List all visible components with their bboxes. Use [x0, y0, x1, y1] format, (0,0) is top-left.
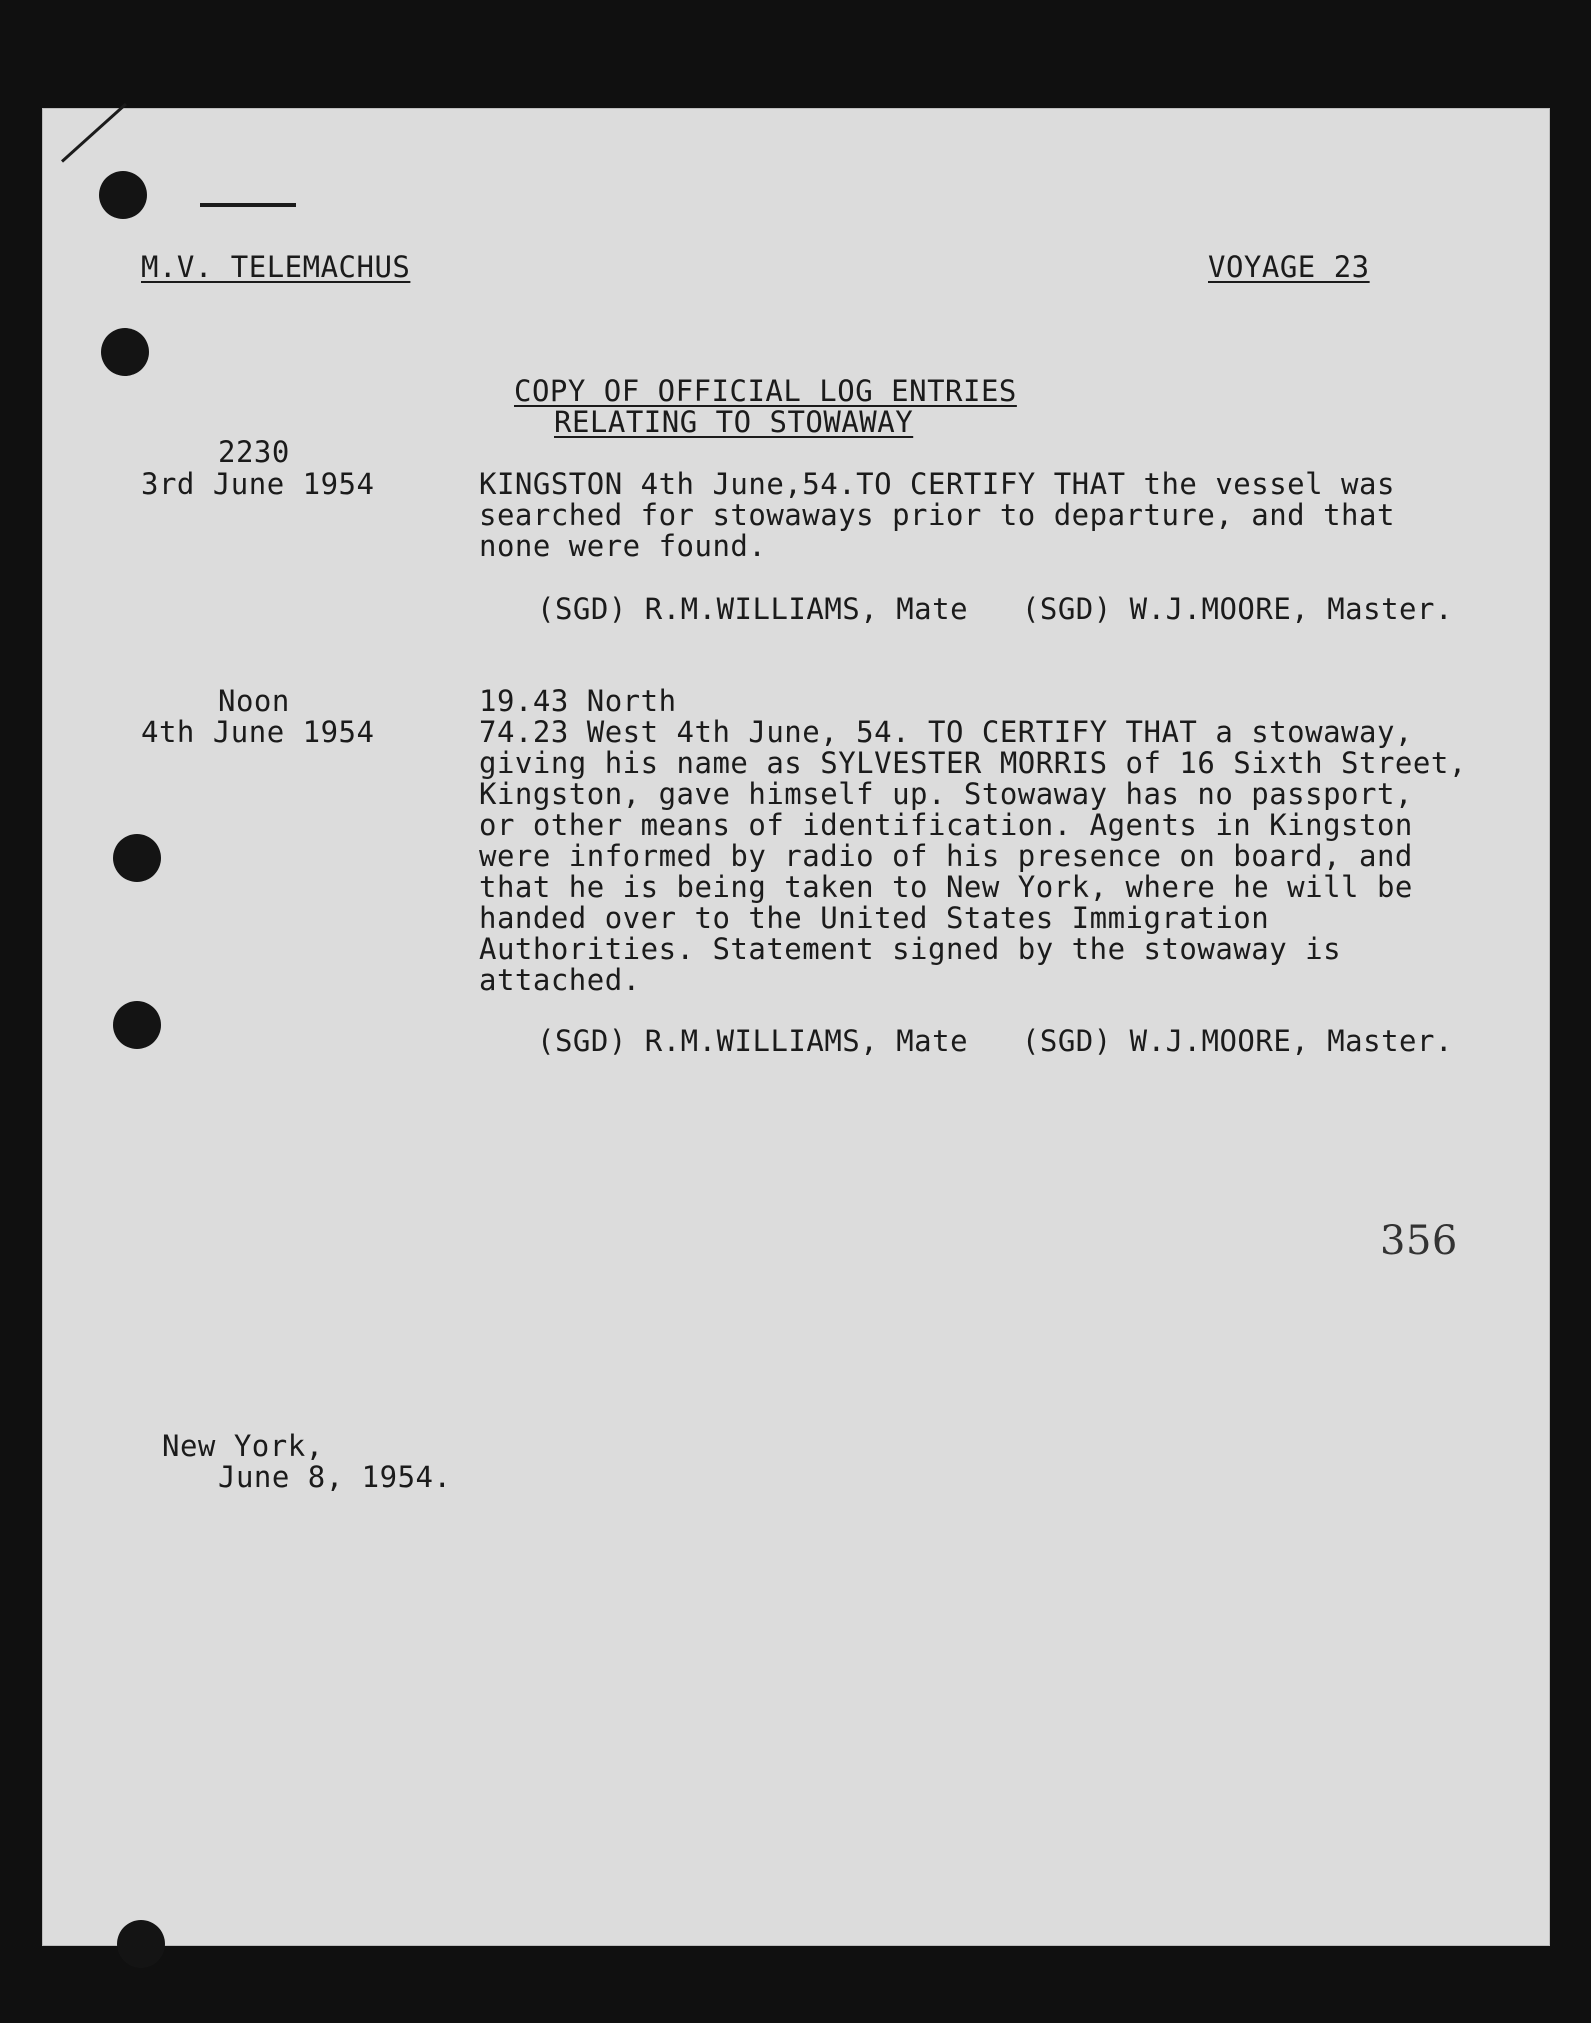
- vessel-name: M.V. TELEMACHUS: [141, 250, 411, 284]
- footer-date: June 8, 1954.: [218, 1460, 452, 1494]
- entry-date: 4th June 1954: [141, 715, 375, 749]
- page-number-stamp: 356: [1380, 1218, 1458, 1264]
- entry-signatures: (SGD) R.M.WILLIAMS, Mate (SGD) W.J.MOORE, Master.: [537, 1024, 1453, 1058]
- entry-time: Noon: [218, 684, 290, 718]
- entry-time: 2230: [218, 435, 290, 469]
- entry-signatures: (SGD) R.M.WILLIAMS, Mate (SGD) W.J.MOORE, Master.: [537, 592, 1453, 626]
- pen-dash-mark: [200, 203, 296, 207]
- entry-date: 3rd June 1954: [141, 467, 375, 501]
- footer-place: New York,: [162, 1429, 324, 1463]
- voyage-number: VOYAGE 23: [1208, 250, 1370, 284]
- document-title: COPY OF OFFICIAL LOG ENTRIES: [514, 374, 1017, 408]
- punch-hole: [117, 1920, 165, 1968]
- document-subtitle: RELATING TO STOWAWAY: [554, 405, 914, 439]
- punch-hole: [99, 171, 147, 219]
- entry-text: KINGSTON 4th June,54.TO CERTIFY THAT the vessel was searched for stowaways prior to departure, and that none were found.: [479, 467, 1395, 563]
- entry-text: 74.23 West 4th June, 54. TO CERTIFY THAT a stowaway, giving his name as SYLVESTER MORRIS of 16 Sixth Street, Kingston, gave himself up. Stowaway has no passport, or other means of identification. Agents in Kingston were informed by radio of his presence on board, and that he is being taken to New York, where he will be handed over to the United States Immigration Authorities. Statement signed by the stowaway is attached.: [479, 715, 1467, 997]
- punch-hole: [113, 1001, 161, 1049]
- punch-hole: [101, 328, 149, 376]
- entry-position: 19.43 North: [479, 684, 677, 718]
- punch-hole: [113, 834, 161, 882]
